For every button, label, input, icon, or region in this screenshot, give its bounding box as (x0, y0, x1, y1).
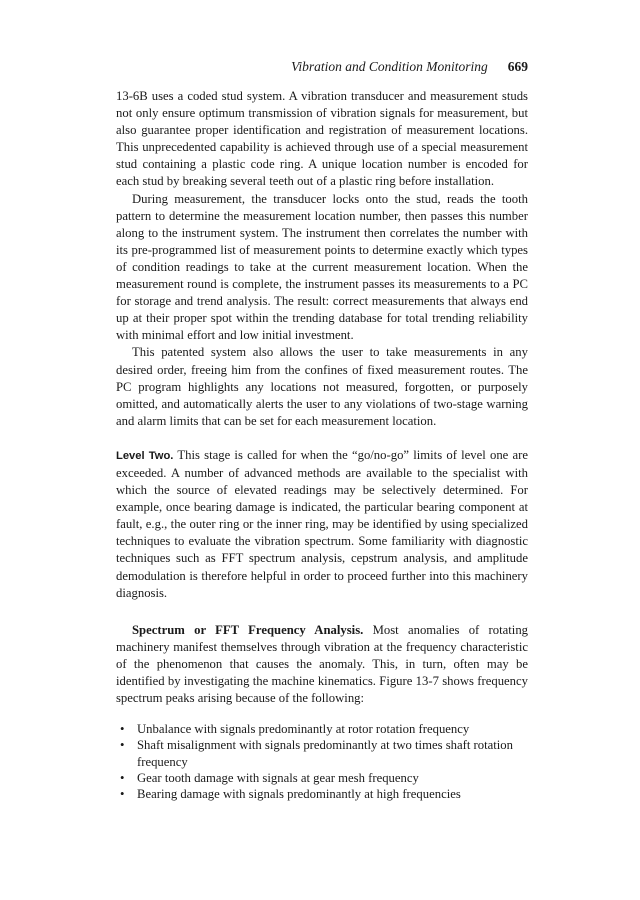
level-two-heading: Level Two. (116, 449, 174, 462)
paragraph-patented-system: This patented system also allows the user to take measurements in any desired order, freeing him from the confines of fixed measurement routes. The PC program highlights any locations not measured, forgotten, or purposely omitted, and automatically alerts the user to any violations of two-stage warning and alarm limits that can be set for each measurement location. (116, 345, 528, 428)
list-item (116, 721, 528, 737)
paragraph-measurement: During measurement, the transducer locks onto the stud, reads the tooth pattern to determine the measurement location number, then passes this number along to the instrument system. The instrument then correlates the number with its pre-programmed list of measurement points to determine exactly which types of condition readings to take at the current measurement location. When the measurement round is complete, the instrument passes its measurements to a PC for storage and trend analysis. The result: correct measurements that always end up at their proper spot within the trending database for total trending reliability with minimal effort and low initial investment. (116, 191, 528, 343)
book-page (116, 58, 528, 802)
running-title: Vibration and Condition Monitoring (291, 59, 488, 74)
running-head (116, 58, 528, 88)
level-two-text: This stage is called for when the “go/no-go” limits of level one are exceeded. A number of advanced methods are available to the specialist with which the source of elevated readings may be selectively determined. For example, once bearing damage is indicated, the particular bearing component at fault, e.g., the outer ring or the inner ring, may be identified by using specialized techniques to evaluate the vibration spectrum. Some familiarity with diagnostic techniques such as FFT spectrum analysis, cepstrum analysis, and amplitude demodulation is therefore helpful in order to proceed further into this machinery diagnosis. (116, 447, 528, 600)
bullet-list (116, 721, 528, 802)
bullet-icon: • (120, 722, 125, 737)
bullet-text: Bearing damage with signals predominantly at high frequencies (137, 787, 461, 801)
list-item (116, 770, 528, 786)
bullet-icon: • (120, 738, 125, 753)
list-item (116, 786, 528, 802)
bullet-text: Shaft misalignment with signals predominantly at two times shaft rotation frequency (137, 738, 513, 769)
paragraph-spectrum (116, 622, 528, 707)
paragraph-coded-stud: 13-6B uses a coded stud system. A vibration transducer and measurement studs not only ensure optimum transmission of vibration signals for measurement, but also guarantee proper identification and registration of measurement locations. This unprecedented capability is achieved through use of a special measurement stud containing a plastic code ring. A unique location number is encoded for each stud by breaking several teeth out of a plastic ring before installation. (116, 89, 528, 189)
paragraph-level-two (116, 447, 528, 602)
page-number: 669 (507, 59, 528, 74)
bullet-text: Unbalance with signals predominantly at rotor rotation frequency (137, 722, 470, 737)
bullet-icon: • (120, 787, 125, 801)
bullet-icon: • (120, 770, 125, 785)
bullet-text: Gear tooth damage with signals at gear mesh frequency (137, 770, 419, 785)
spectrum-text: Most anomalies of rotating machinery manifest themselves through vibration at the frequency characteristic of the phenomenon that causes the anomaly. This, in turn, often may be identified by investigating the machine kinematics. Figure 13-7 shows frequency spectrum peaks arising because of the following: (116, 622, 529, 706)
list-item (116, 737, 528, 769)
spectrum-heading: Spectrum or FFT Frequency Analysis. (132, 622, 364, 637)
